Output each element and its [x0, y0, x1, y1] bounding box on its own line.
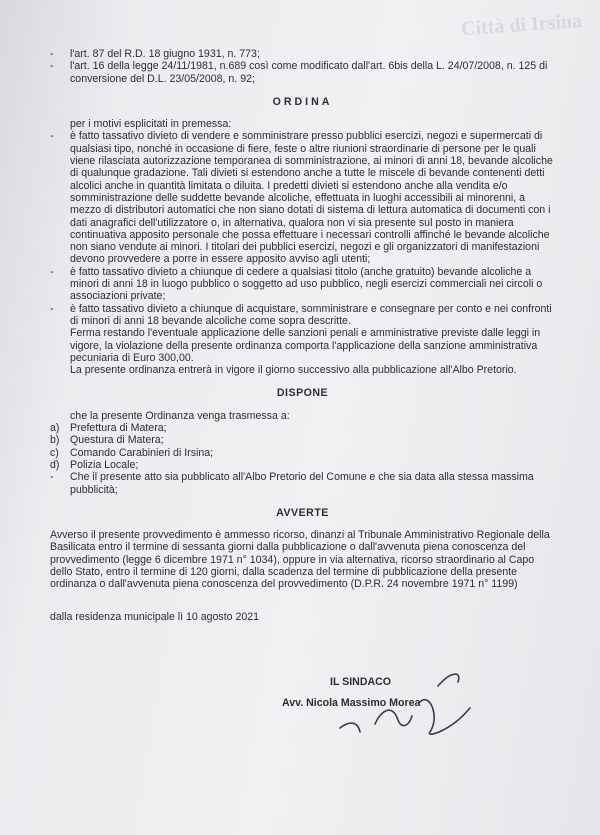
letterhead-watermark: Città di Irsina: [460, 9, 583, 41]
dispone-section: [50, 410, 555, 496]
ordina-item: - è fatto tassativo divieto di vendere e somministrare presso pubblici esercizi, negozi e supermercati di qualsiasi tipo, nonché in occasione di fiere, feste o altre riunioni straordinarie di persone per le quali viene rilasciata autorizzazione temporanea di somministrazione, ai minori di anni 18, bevande alcoliche di qualunque gradazione. Tali divieti si estendono anche a tutte le miscele di bevande contenenti detti alcolici anche in quantità limitata o diluita. I predetti divieti si estendono anche alla vendita e/o somministrazione delle suddette bevande alcoliche, effettuata in luoghi accessibili ai minorenni, a mezzo di distributori automatici che non siano dotati di sistema di lettura automatica di documenti con i dati anagrafici dell'utilizzatore o, in alternativa, qualora non vi sia presente sul posto in maniera continuativa apposito personale che possa effettuare i necessari controlli affinché le bevande alcoliche non siano vendute ai minori. I titolari dei pubblici esercizi, negozi e gli organizzatori di manifestazioni devono provvedere a porre in essere apposito avviso agli utenti;: [50, 130, 553, 266]
dash-bullet: -: [50, 48, 54, 60]
publication-item: - Che il presente atto sia pubblicato all'Albo Pretorio del Comune e che sia data alla stessa massima pubblicità;: [50, 471, 534, 496]
recipient-item: a) Prefettura di Matera;: [50, 422, 167, 435]
date-line: dalla residenza municipale lì 10 agosto 2021: [50, 610, 260, 623]
legal-references: [50, 48, 555, 85]
dash-bullet: -: [50, 265, 54, 278]
dash-bullet: -: [50, 130, 54, 143]
reference-item: - l'art. 16 della legge 24/11/1981, n.689 così come modificato dall'art. 6bis della L. 24/07/2008, n. 125 di conversione del D.L. 23/05/2008, n. 92;: [50, 60, 548, 85]
dash-bullet: -: [50, 60, 54, 73]
ordina-intro: per i motivi esplicitati in premessa:: [70, 118, 232, 131]
signatory-name: Avv. Nicola Massimo Morea: [282, 697, 421, 709]
recipient-item: c) Comando Carabinieri di Irsina;: [50, 446, 214, 459]
avverte-text: Avverso il presente provvedimento è ammesso ricorso, dinanzi al Tribunale Amministrativo Regionale della Basilicata entro il termine di sessanta giorni dalla pubblicazione o dall'avvenuta piena conoscenza del provvedimento (legge 6 dicembre 1971 n° 1034), oppure in via alternativa, ricorso straordinario al Capo dello Stato, entro il termine di 120 giorni, dalla scadenza del termine di pubblicazione della presente ordinanza o dall'avvenuta piena conoscenza del provvedimento (D.P.R. 24 novembre 1971 n° 1199): [50, 529, 550, 591]
avverte-heading: AVVERTE: [276, 506, 329, 519]
spacer: [50, 591, 555, 601]
document-body: [50, 48, 555, 623]
reference-item: - l'art. 87 del R.D. 18 giugno 1931, n. 773;: [50, 48, 260, 60]
dash-bullet: -: [50, 302, 54, 315]
sanction-paragraph: Ferma restando l'eventuale applicazione delle sanzioni penali e amministrative previste dalle leggi in vigore, la violazione della presente ordinanza comporta l'applicazione della sanzione amministrativa pecuniaria di Euro 300,00.: [70, 327, 541, 364]
ordina-heading: ORDINA: [272, 95, 333, 108]
ordina-item: - è fatto tassativo divieto a chiunque di acquistare, somministrare e consegnare per conto e nei confronti di minori di anni 18 bevande alcoliche come sopra descritte.: [50, 302, 552, 327]
spacer: [50, 601, 555, 611]
dash-bullet: -: [50, 471, 54, 484]
recipient-item: b) Questura di Matera;: [50, 434, 164, 447]
effective-date-paragraph: La presente ordinanza entrerà in vigore il giorno successivo alla pubblicazione all'Albo Pretorio.: [70, 364, 517, 377]
ordina-item: - è fatto tassativo divieto a chiunque di cedere a qualsiasi titolo (anche gratuito) bevande alcoliche a minori di anni 18 in luogo pubblico o soggetto ad uso pubblico, negli esercizi commerciali nei circoli o associazioni private;: [50, 265, 543, 303]
dispone-intro: che la presente Ordinanza venga trasmessa a:: [70, 409, 290, 422]
recipient-item: d) Polizia Locale;: [50, 458, 139, 471]
ordina-section: [50, 118, 555, 376]
dispone-heading: DISPONE: [276, 387, 329, 400]
signature-role: IL SINDACO: [330, 676, 392, 688]
